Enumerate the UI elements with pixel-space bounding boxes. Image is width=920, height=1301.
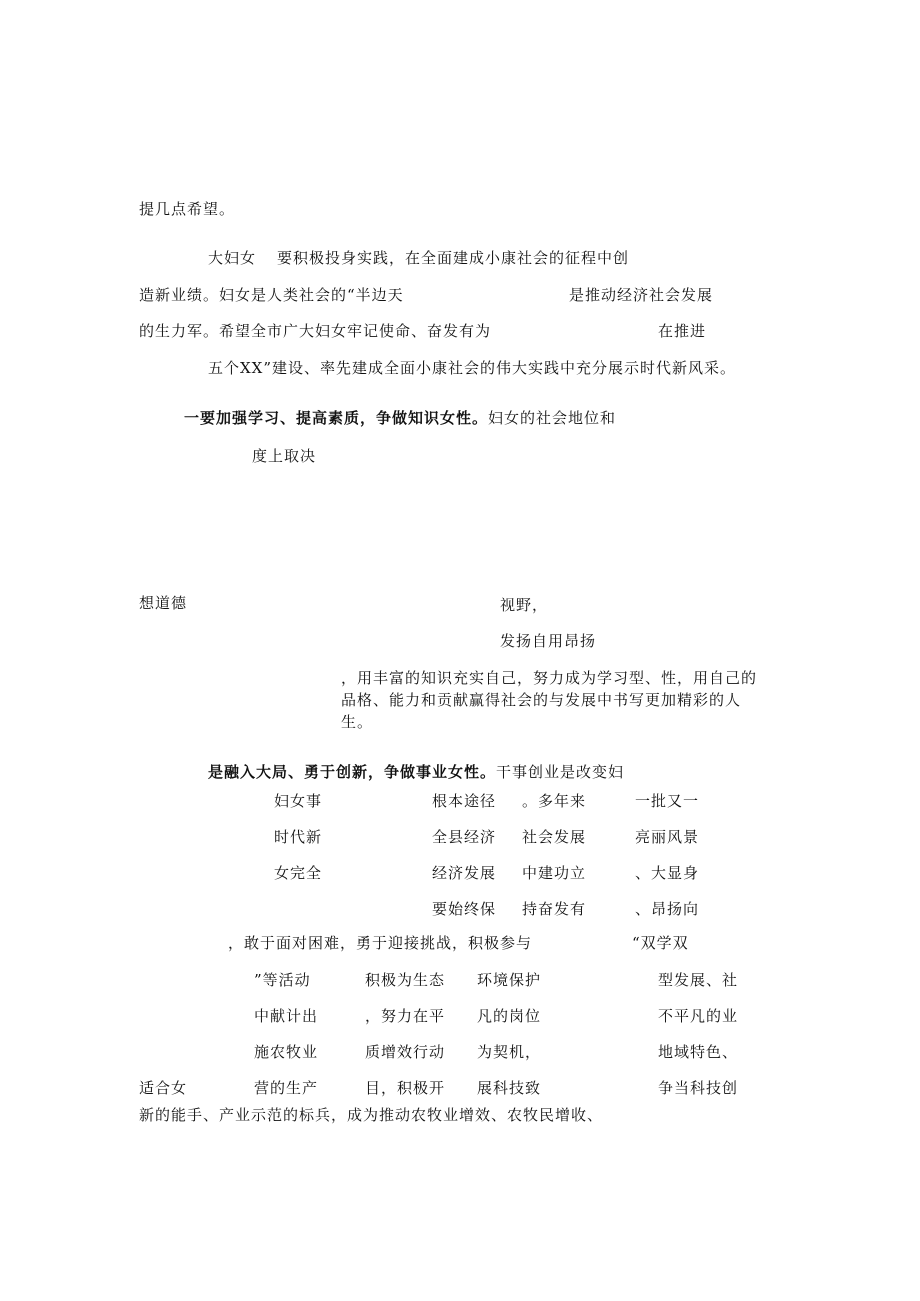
grid-cell: 。多年来 [522, 792, 587, 810]
section1-heading: 一要加强学习、提高素质，争做知识女性。 [184, 409, 489, 427]
grid-cell: 、大显身 [635, 864, 700, 882]
section2-last-line: 新的能手、产业示范的标兵，成为推动农牧业增效、农牧民增收、 [139, 1106, 604, 1124]
section2-row5b: “双学双 [632, 934, 689, 952]
para1-line1a: 大妇女 [208, 249, 257, 267]
grid-cell: 根本途径 [432, 792, 497, 810]
grid-cell: 时代新 [274, 828, 323, 846]
grid-cell: 中建功立 [522, 864, 587, 882]
row8-cell: 为契机， [477, 1043, 542, 1061]
section1-line7: 品格、能力和贡献赢得社会的与发展中书写更加精彩的人 [341, 691, 742, 709]
row8-cell: 质增效行动 [365, 1043, 446, 1061]
row8-cell: 施农牧业 [254, 1043, 319, 1061]
section1-line8: 生。 [341, 713, 374, 731]
row6-cell: 积极为生态 [365, 971, 446, 989]
para1-line3a: 的生力军。希望全市广大妇女牢记使命、奋发有为 [139, 322, 492, 340]
section2-row5a: ，敢于面对困难，勇于迎接挑战，积极参与 [228, 934, 533, 952]
section1-heading-tail: 妇女的社会地位和 [488, 409, 617, 427]
row9-cell: 营的生产 [254, 1079, 319, 1097]
row7-cell: 不平凡的业 [658, 1007, 739, 1025]
para1-line2a: 造新业绩。妇女是人类社会的“半边天 [139, 286, 404, 304]
section2-heading-tail: 干事创业是改变妇 [496, 763, 625, 781]
row6-cell: 型发展、社 [658, 971, 739, 989]
grid-cell: 女完全 [274, 864, 323, 882]
section1-line6: ，用丰富的知识充实自己，努力成为学习型、性，用自己的 [341, 669, 758, 687]
row7-cell: 中献计出 [254, 1007, 319, 1025]
row9-cell: 适合女 [139, 1079, 188, 1097]
section1-line2: 度上取决 [252, 447, 317, 465]
row6-cell: 环境保护 [477, 971, 542, 989]
row9-cell: 展科技致 [477, 1079, 542, 1097]
section2-heading: 是融入大局、勇于创新，争做事业女性。 [208, 763, 497, 781]
row8-cell: 地域特色、 [658, 1043, 739, 1061]
grid-cell: 妇女事 [274, 792, 323, 810]
grid-cell: 亮丽风景 [635, 828, 700, 846]
row9-cell: 争当科技创 [658, 1079, 739, 1097]
section1-fragment-b: 视野， [500, 596, 549, 614]
para1-line2b: 是推动经济社会发展 [569, 286, 714, 304]
grid-cell: 要始终保 [432, 900, 497, 918]
grid-cell: 全县经济 [432, 828, 497, 846]
para1-line3b: 在推进 [658, 322, 707, 340]
para1-line4: 五个XX”建设、率先建成全面小康社会的伟大实践中充分展示时代新风采。 [208, 359, 737, 377]
row9-cell: 目，积极开 [365, 1079, 446, 1097]
para1-line1b: 要积极投身实践，在全面建成小康社会的征程中创 [277, 249, 630, 267]
section1-fragment-c: 发扬自用昂扬 [500, 632, 597, 650]
section2-heading-line [208, 762, 624, 782]
grid-cell: 持奋发有 [522, 900, 587, 918]
row6-cell: ”等活动 [254, 971, 311, 989]
grid-cell: 、昂扬向 [635, 900, 700, 918]
intro-line: 提几点希望。 [139, 200, 236, 218]
grid-cell: 社会发展 [522, 828, 587, 846]
row7-cell: 凡的岗位 [477, 1007, 542, 1025]
section1-heading-line [184, 408, 616, 428]
grid-cell: 一批又一 [635, 792, 700, 810]
section1-fragment-a: 想道德 [139, 594, 188, 612]
row7-cell: ，努力在平 [365, 1007, 446, 1025]
grid-cell: 经济发展 [432, 864, 497, 882]
